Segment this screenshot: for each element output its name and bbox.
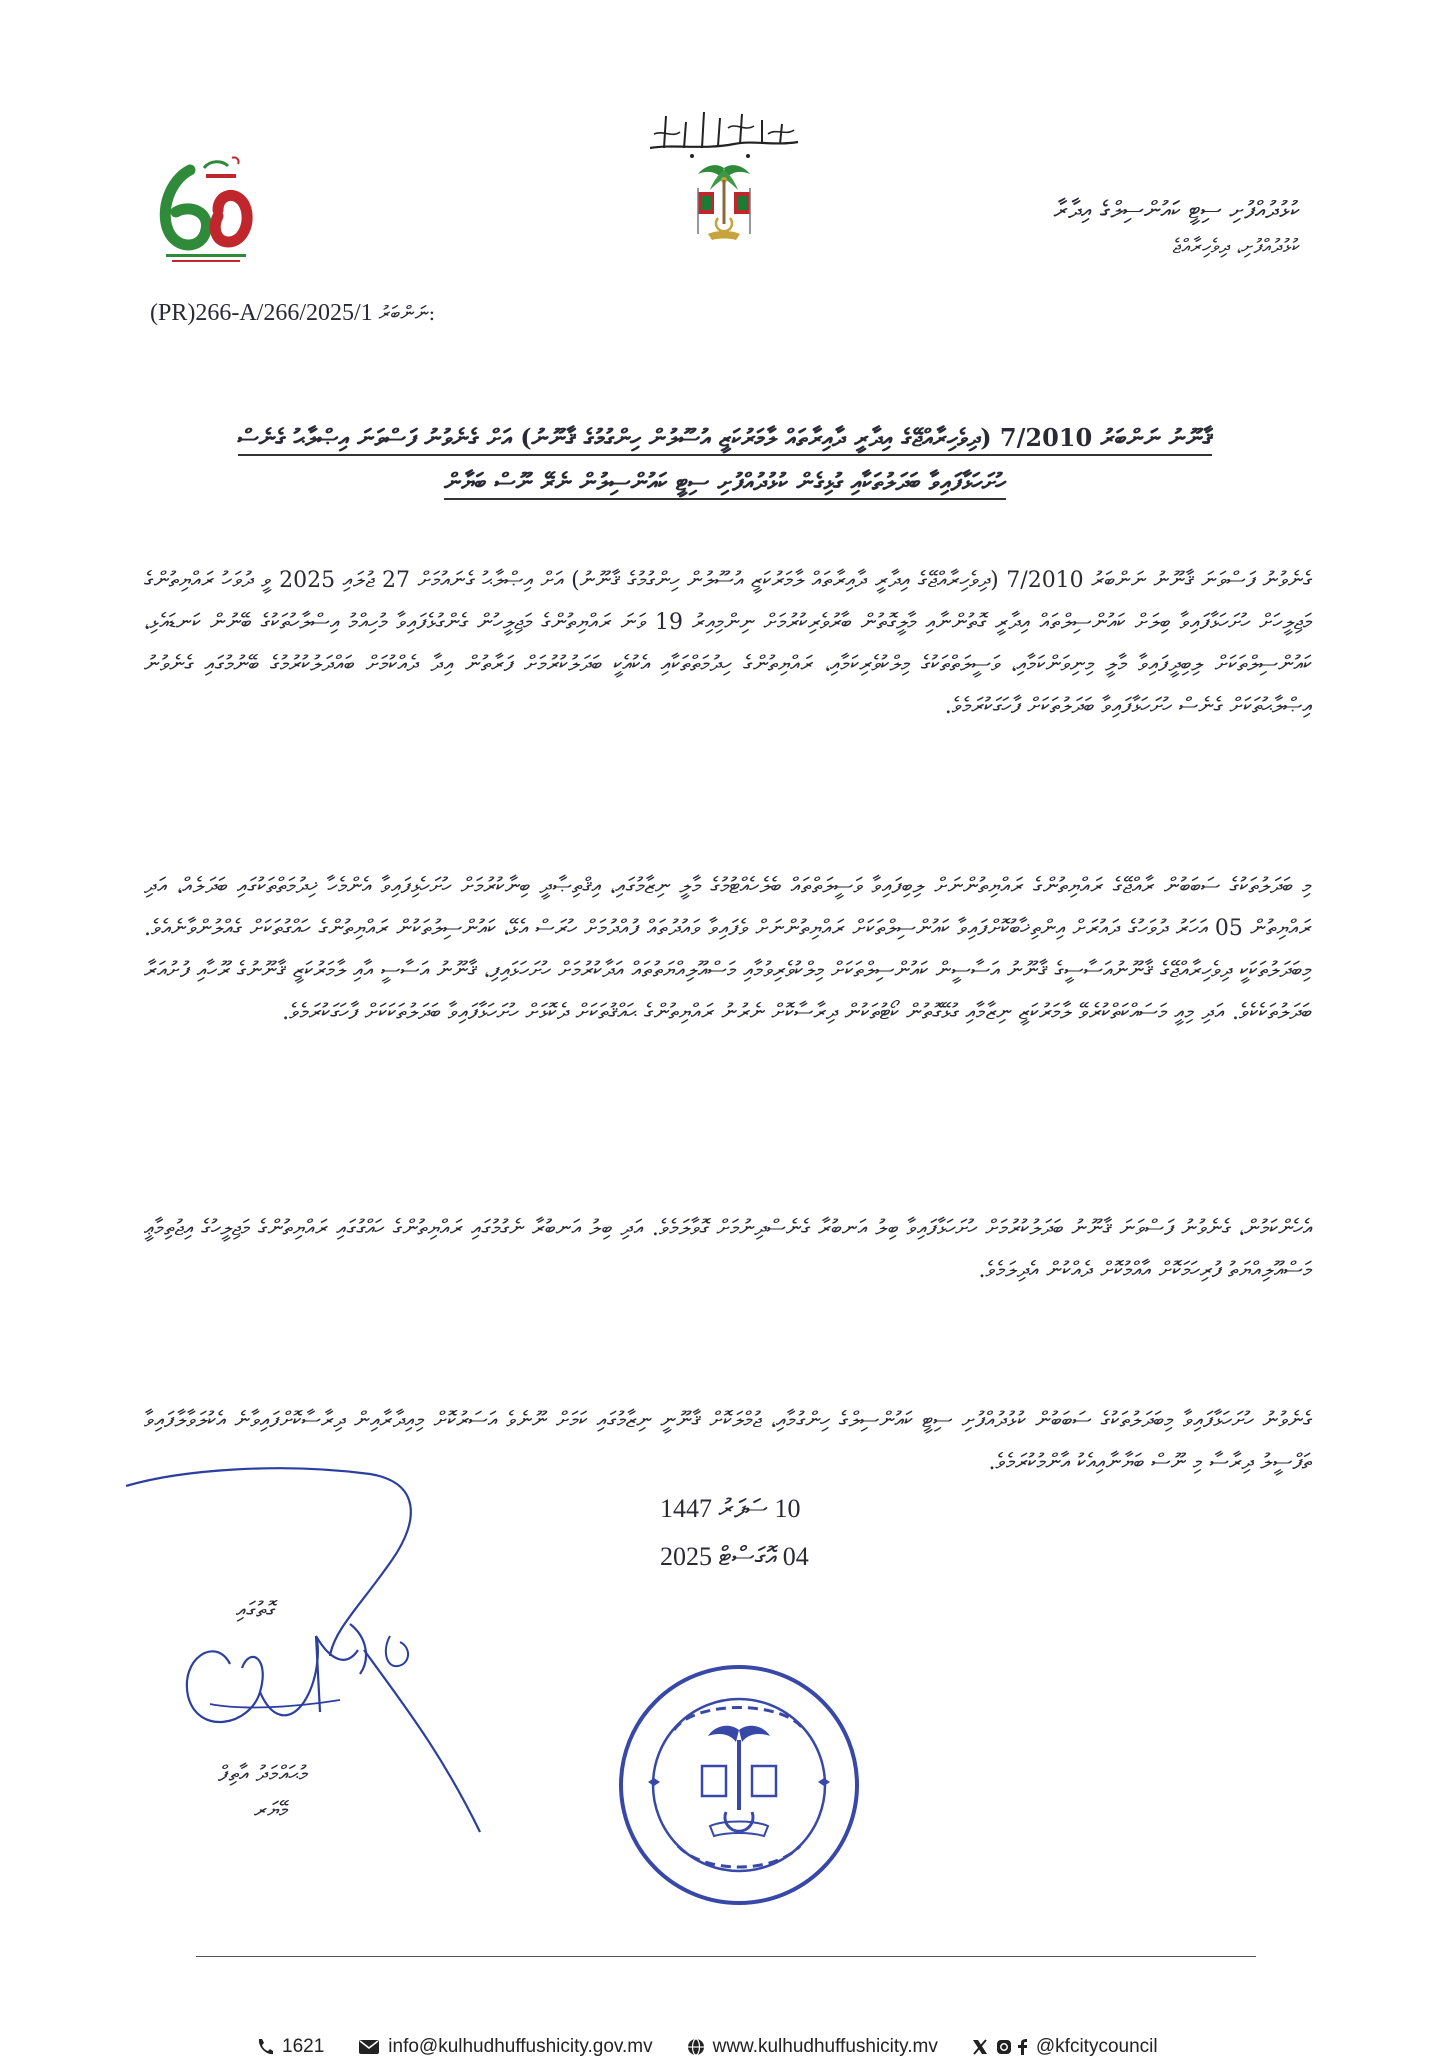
body-paragraph-1: ގެނެވުނު ފަސްވަނަ ޤާނޫނު ނަންބަރު 7/2010 (ދިވެހިރާއްޖޭގެ އިދާރީ ދާއިރާތައް ލާމަރުކަޒީ އުސޫލުން ހިންގުމުގެ ޤާނޫނު) އަށް އިޞްލާޙު ގެނައުމަށް 27 ޖުލައި 2025 ވީ ދުވަހު ރައްޔިތުންގެ މަޖިލީހަށް ހުށަހަޅާފައިވާ ބިލަށް ކައުންސިލްތައް އިދާރީ ގޮތުންނާއި މާލީގޮތުން ބާރުވެރިކުރުމަށް ނިންމިއިރު 19 ވަނަ ރައްޔިތުންގެ މަޖިލީހުން ގެންގުޅެފައިވާ މުހިއްމު އިސްލާހުތަކުގެ ބޭނުން ކަނޑައެޅި، ކައުންސިލްތަކަށް ލިބިދީފައިވާ މާލީ މިނިވަންކަމާއި، ވަސީލަތްތަކުގެ މިލްކުވެރިކަމާއި، ރައްޔިތުންގެ ހިދުމަތްތަކާއި އެކުއެކީ ބަދަލުކުރުމަށް ފަރާތުން އިދާ ދެއްކުމަށް ބައްދަލުކުރުމުގެ ބޭނުމުގައި ގެނެވުނު އިޞްލާޙުތަކަށް ގެނެސް ހުށަހަޅާފައިވާ ބަދަލުތަކަށް ފާހަގަކުރަމެވެ. bbox=[144, 568, 1312, 719]
signatory-title: މޭޔަރ bbox=[254, 1798, 289, 1823]
instagram-icon bbox=[996, 2039, 1012, 2055]
x-social-icon bbox=[972, 2039, 988, 2055]
globe-icon bbox=[687, 2038, 705, 2056]
maldives-state-emblem-icon bbox=[688, 158, 760, 250]
footer-email[interactable] bbox=[358, 2036, 652, 2058]
footer-divider bbox=[196, 1956, 1256, 1957]
footer-social[interactable] bbox=[972, 2036, 1158, 2058]
footer-email-address[interactable]: info@kulhudhuffushicity.gov.mv bbox=[388, 2036, 653, 2057]
subject-line-2: ހުށަހަޅާފައިވާ ބަދަލުތަކާއި ގުޅިގެން ކުޅުދުއްފުށި ސިޓީ ކައުންސިލުން ނެރޭ ނޫސް ބަޔާން bbox=[444, 467, 1006, 500]
reference-value: (PR)266-A/266/2025/1 bbox=[150, 300, 373, 326]
organization-name: ކުޅުދުއްފުށި ސިޓީ ކައުންސިލްގެ އިދާރާ bbox=[1053, 196, 1300, 224]
60-years-independence-logo-icon bbox=[140, 150, 270, 270]
footer-website-url[interactable]: www.kulhudhuffushicity.mv bbox=[712, 2036, 938, 2057]
organization-location: ކުޅުދުއްފުށި، ދިވެހިރާއްޖެ bbox=[1172, 234, 1300, 258]
handwritten-signature-icon bbox=[120, 1460, 520, 1840]
email-icon bbox=[358, 2039, 380, 2055]
footer-website[interactable] bbox=[687, 2036, 938, 2058]
date-gregorian: 04 އޮގަސްޓް 2025 bbox=[660, 1542, 809, 1571]
reference-number bbox=[150, 300, 435, 327]
signatory-label: ގޮތުގައި bbox=[236, 1598, 276, 1623]
footer-phone-number: 1621 bbox=[282, 2036, 325, 2057]
subject-heading bbox=[140, 416, 1310, 504]
facebook-icon bbox=[1016, 2039, 1028, 2055]
footer-phone bbox=[256, 2036, 324, 2058]
date-hijri: 10 ސަފަރު 1447 bbox=[660, 1494, 801, 1523]
body-paragraph-3: އެހެންކަމުން، ގެނެވުނު ފަސްވަނަ ޤާނޫނު ބަދަލުކުރުމަށް ހުށަހަޅާފައިވާ ބިލު އަނބުރާ ގެނެސްދިނުމަށް ގޮވާލަމެވެ. އަދި ބިލު އަނބުރާ ނެގުމުގައި ރައްޔިތުންގެ ހައްގުގައި ރައްޔިތުންގެ މަޖިލީހުގެ އިޖުތިމާޢީ މަސްއޫލިއްޔަތު ފުރިހަމަކޮށް އާއްމުކޮށް ދެއްކުން އެދިލަމެވެ. bbox=[144, 1216, 1312, 1283]
subject-line-1: ޤާނޫނު ނަންބަރު 7/2010 (ދިވެހިރާއްޖޭގެ އިދާރީ ދާއިރާތައް ލާމަރުކަޒީ އުސޫލުން ހިންގުމުގެ ޤާނޫނު) އަށް ގެނެވުނު ފަސްވަނަ އިޞްލާޙު ގެނެސް bbox=[238, 423, 1213, 456]
body-paragraph-4: ގެނެވުނު ހުށަހަޅާފައިވާ މިބަދަލުތަކުގެ ސަބަބުން ކުޅުދުއްފުށި ސިޓީ ކައުންސިލްގެ ހިންގުމާއި، ޖުމްލަކޮށް ޤާނޫނީ ނިޒާމުގައި ކަމަށް ނޫނެވެ އަސަރުކޮށް މިއިދާރާއިން ދިރާސާކޮށްފައިވާނެ އެކުލަވާލާފައިވާ ތަފްސީލު ދިރާސާ މި ނޫސް ބަޔާނާއިއެކު އާންމުކުރަމެވެ. bbox=[144, 1408, 1312, 1475]
body-paragraph-2: މި ބަދަލުތަކުގެ ސަބަބުން ރާއްޖޭގެ ރައްޔިތުންގެ ރައްޔިތުންނަށް ލިބިފައިވާ ވަސީލަތްތައް ބެލެހެއްޓުމުގެ މާލީ ނިޒާމުގައި، އިޤްތިޞާދީ ބިނާކުރުމަށް ހުށަހެޅިފައިވާ އެންމެހާ ޚިދުމަތްތަކުގައި ބަދަލެއް، އަދި ރައްޔިތުން 05 އަހަރު ދުވަހުގެ ދައުރަށް އިންތިޚާބުކޮށްފައިވާ ކައުންސިލްތަކަށް ރައްޔިތުންނަށް ވެފައިވާ ވައުދުތައް ފުއްދުމަށް ހުރަސް އެޅޭ، ކައުންސިލުތަކުން ރައްޔިތުންގެ ހައްގުތަކަށް ގެއްލުންވާނެއެވެ. މިބަދަލުތަކަކީ ދިވެހިރާއްޖޭގެ ޤާނޫނުއަސާސީގެ ޤާނޫނު އަސާސީން ކައުންސިލްތަކަށް މިލްކުވެރިވުމާއި މަސްއޫލިއްޔަތުތައް އަދާކުރުމަށް ހުށަހަޅައިފި، ޤާނޫނު އަސާސީ އާއި ލާމަރުކަޒީ ޤާނޫނުގެ ރޫހާއި ފުށުއަރާ ބަދަލުތަކެކެވެ. އަދި މިއީ މަސައްކަތްކުރެވޭ ލާމަރުކަޒީ ނިޒާމާއި ގުޅޭގޮތުން ކޯޓުތަކުން ދިރާސާކޮށް ނެރުނު ރައްޔިތުންގެ ޙައްޤުތަކަށް ދެކޮޅަށް ހުށަހަޅާފައިވާ ބަދަލުތަކަކަށް ފާހަގަކުރަމެވެ. bbox=[144, 874, 1312, 1025]
footer-social-handle[interactable]: @kfcitycouncil bbox=[1035, 2036, 1158, 2057]
reference-label: ނަންބަރު: bbox=[378, 301, 436, 325]
phone-icon bbox=[256, 2038, 274, 2056]
council-seal-stamp-icon bbox=[614, 1660, 864, 1910]
footer-contacts bbox=[256, 2032, 1256, 2062]
bismillah-calligraphy-icon bbox=[644, 104, 804, 164]
signatory-name: މުޙައްމަދު އާތިފް bbox=[218, 1762, 308, 1787]
